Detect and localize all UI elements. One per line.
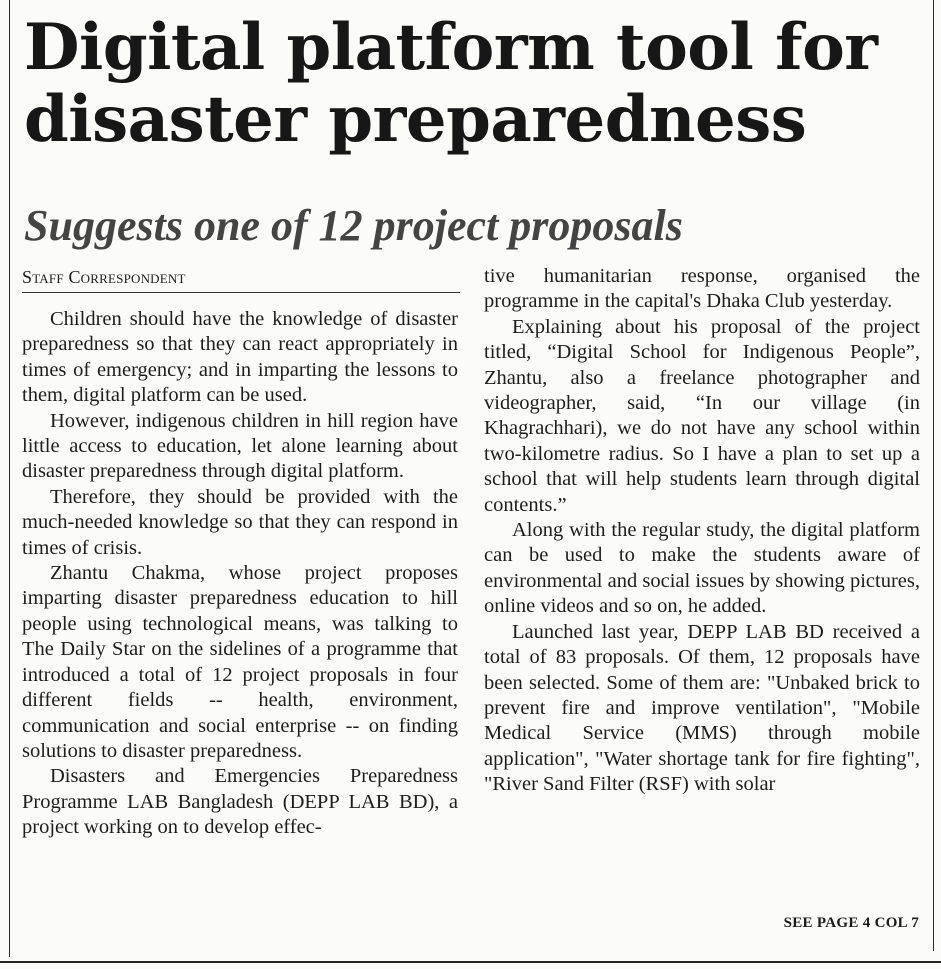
paragraph: Along with the regular study, the digital platform can be used to make the students aware of environmental and social issues by showing pictures, online videos and so on, he added.: [484, 519, 920, 618]
jump-line: SEE PAGE 4 COL 7: [783, 915, 919, 931]
headline: Digital platform tool for disaster preparedness: [24, 10, 878, 157]
article-column-left: [22, 264, 458, 841]
left-column-rule: [9, 0, 10, 957]
paragraph: Children should have the knowledge of disaster preparedness so that they can react appropriately in times of emergency; and in imparting the lessons to them, digital platform can be used.: [22, 308, 458, 407]
article-column-right: [484, 264, 920, 798]
paragraph: However, indigenous children in hill region have little access to education, let alone learning about disaster preparedness through digital platform.: [22, 409, 458, 483]
subheadline: Suggests one of 12 project proposals: [24, 201, 683, 250]
paragraph: Disasters and Emergencies Preparedness Programme LAB Bangladesh (DEPP LAB BD), a project working on to develop effec-: [22, 765, 458, 839]
bottom-rule: [0, 961, 941, 963]
paragraph: Explaining about his proposal of the project titled, “Digital School for Indigenous People”, Zhantu, also a freelance photographer and videographer, said, “In our village (in Khagrachhari), we do not have any school within two-kilometre radius. So I have a plan to set up a school that will help students learn through digital contents.”: [484, 315, 920, 516]
paragraph: Launched last year, DEPP LAB BD received a total of 83 proposals. Of them, 12 proposals have been selected. Some of them are: "Unbaked brick to prevent fire and improve ventilation", "Mobile Medical Service (MMS) through mobile application", "Water shortage tank for fire fighting", "River Sand Filter (RSF) with solar: [484, 620, 920, 796]
byline: Staff Correspondent: [22, 264, 460, 293]
paragraph: Therefore, they should be provided with the much-needed knowledge so that they can respond in times of crisis.: [22, 485, 458, 559]
paragraph: Zhantu Chakma, whose project proposes imparting disaster preparedness education to hill people using technological means, was talking to The Daily Star on the sidelines of a programme that introduced a total of 12 project proposals in four different fields -- health, environment, communication and social enterprise -- on finding solutions to disaster preparedness.: [22, 562, 458, 762]
right-column-rule: [933, 0, 934, 951]
paragraph-continuation: tive humanitarian response, organised the programme in the capital's Dhaka Club yesterday.: [484, 265, 920, 313]
